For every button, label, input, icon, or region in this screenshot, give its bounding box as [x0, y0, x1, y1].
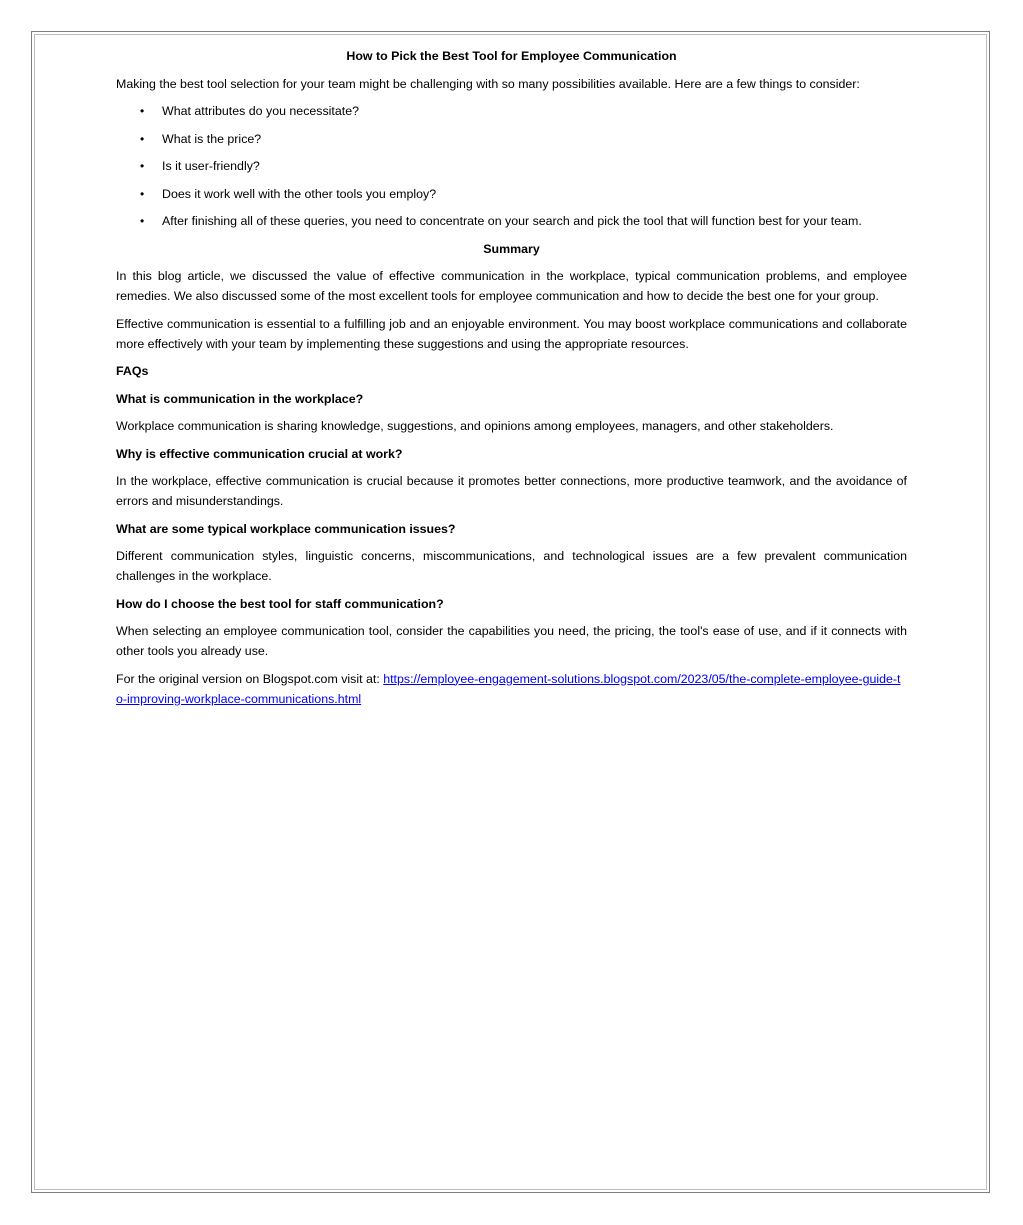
source-prefix: For the original version on Blogspot.com visit at:	[116, 671, 384, 686]
bullet-icon: •	[140, 186, 145, 201]
faq-question: Why is effective communication crucial at work?	[116, 446, 403, 461]
faq-answer: Workplace communication is sharing knowledge, suggestions, and opinions among employees, managers, and other stakeholders.	[116, 419, 834, 433]
faq-answer: Different communication styles, linguistic concerns, miscommunications, and technological issues are a few prevalent communication challenges in the workplace.	[116, 549, 907, 583]
faq-question: How do I choose the best tool for staff communication?	[116, 596, 444, 611]
list-item	[116, 101, 907, 121]
bullet-icon: •	[140, 214, 145, 228]
faq-answer: When selecting an employee communication tool, consider the capabilities you need, the pricing, the tool's ease of use, and if it connects with other tools you already use.	[116, 624, 907, 658]
list-item-text: After finishing all of these queries, you need to concentrate on your search and pick the tool that will function best for your team.	[162, 214, 862, 228]
list-item-text: Does it work well with the other tools you employ?	[162, 186, 437, 201]
faq-question: What is communication in the workplace?	[116, 391, 364, 406]
summary-paragraph: In this blog article, we discussed the value of effective communication in the workplace, typical communication problems, and employee remedies. We also discussed some of the most excellent tools for employee communication and how to decide the best one for your group.	[116, 269, 907, 303]
source-link[interactable]: https://employee-engagement-solutions.blogspot.com/2023/05/the-complete-employee-guide-to-improving-workplace-communications.html	[116, 671, 901, 706]
bullet-icon: •	[140, 159, 145, 173]
list-item	[116, 211, 907, 231]
bullet-icon: •	[140, 104, 145, 118]
consideration-list	[116, 101, 907, 231]
summary-paragraph: Effective communication is essential to a fulfilling job and an enjoyable environment. You may boost workplace communications and collaborate more effectively with your team by implementing these suggestions and using the appropriate resources.	[116, 316, 907, 351]
intro-paragraph: Making the best tool selection for your team might be challenging with so many possibilities available. Here are a few things to consider:	[116, 76, 860, 91]
list-item	[116, 184, 907, 204]
list-item-text: Is it user-friendly?	[162, 159, 260, 173]
bullet-icon: •	[140, 131, 145, 146]
faq-question: What are some typical workplace communication issues?	[116, 521, 456, 536]
document-body	[116, 46, 907, 716]
document-title: How to Pick the Best Tool for Employee Communication	[346, 49, 677, 63]
list-item-text: What is the price?	[162, 131, 262, 146]
faq-answer: In the workplace, effective communication is crucial because it promotes better connections, more productive teamwork, and the avoidance of errors and misunderstandings.	[116, 474, 907, 508]
faqs-heading: FAQs	[116, 364, 149, 378]
list-item	[116, 156, 907, 176]
list-item	[116, 129, 907, 149]
source-line	[116, 669, 907, 709]
summary-heading: Summary	[483, 241, 540, 256]
list-item-text: What attributes do you necessitate?	[162, 104, 359, 118]
